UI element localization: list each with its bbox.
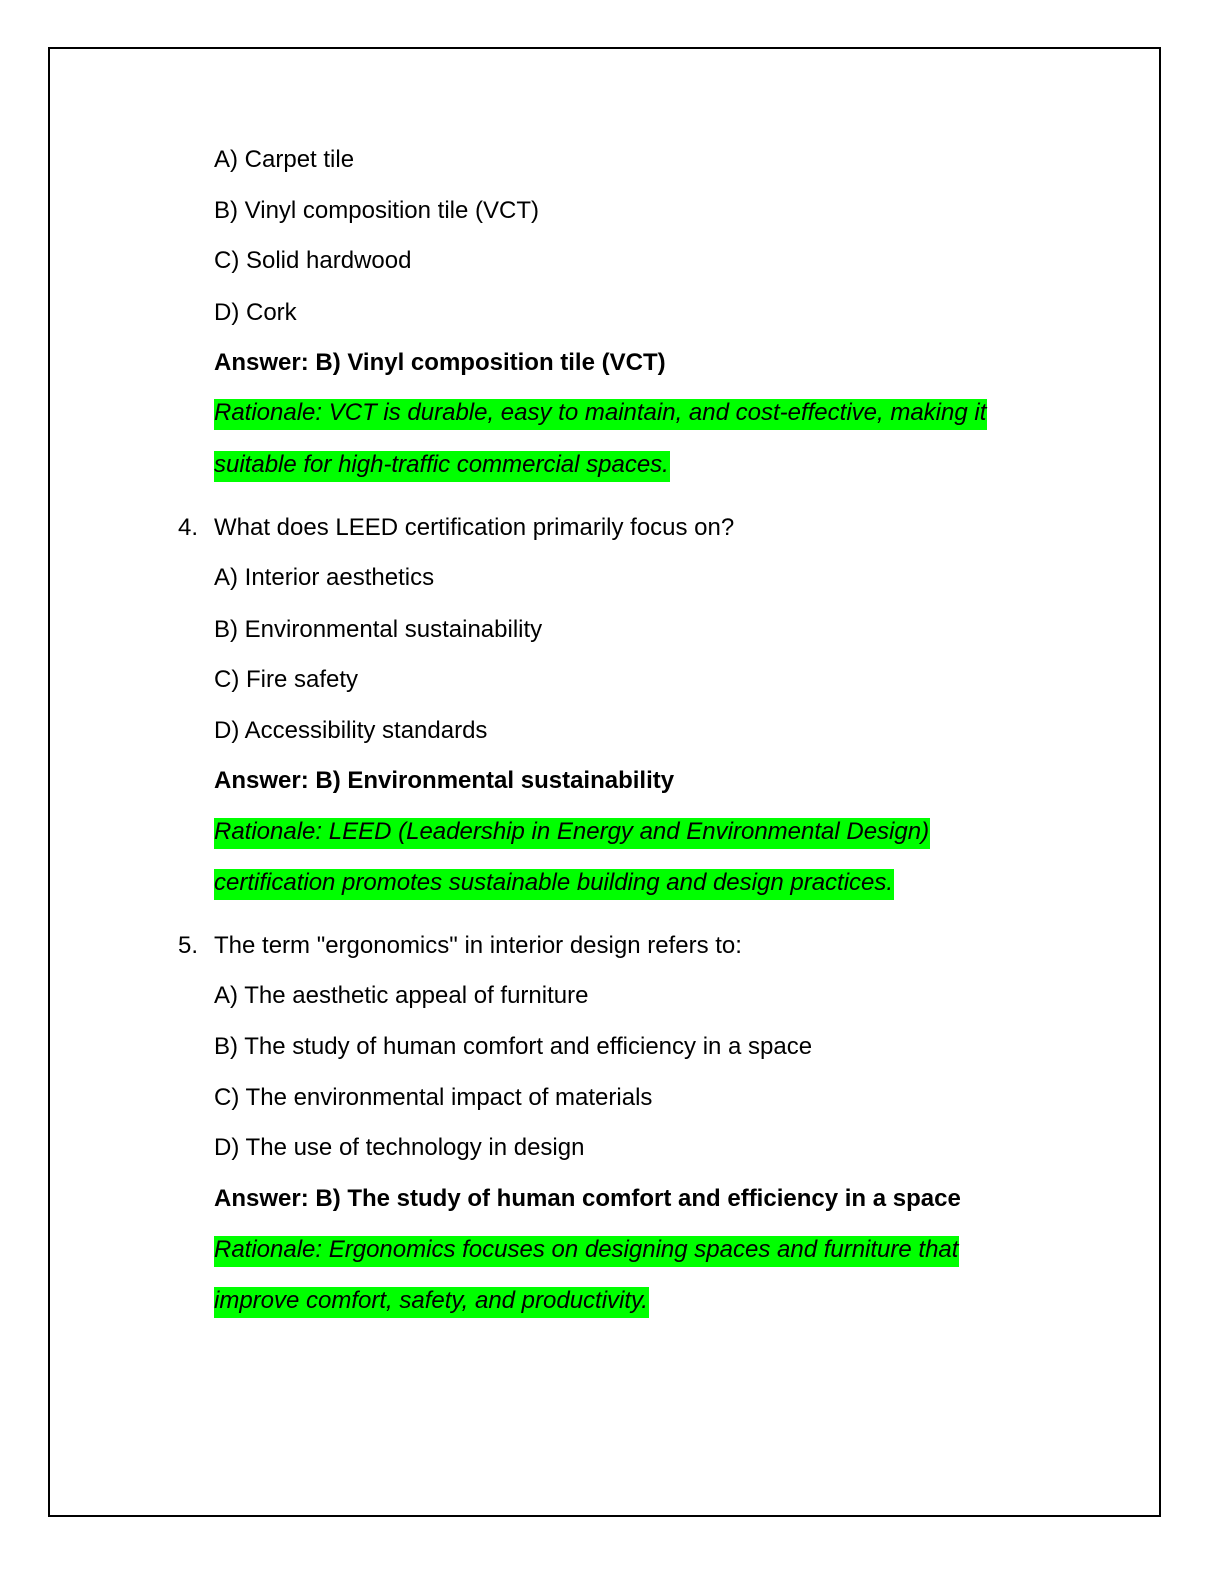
q3-rationale-text-1: Rationale: VCT is durable, easy to maintain, and cost-effective, making it (214, 399, 987, 430)
q4-rationale-text-1: Rationale: LEED (Leadership in Energy and Environmental Design) (214, 818, 930, 849)
q5-rationale-line-1 (214, 1234, 959, 1266)
q3-rationale-line-2 (214, 449, 670, 481)
q4-question: What does LEED certification primarily focus on? (214, 514, 735, 541)
q4-number: 4. (178, 514, 199, 541)
q4-rationale-text-2: certification promotes sustainable building and design practices. (214, 869, 894, 900)
q4-option-c: C) Fire safety (214, 666, 359, 693)
q5-answer: Answer: B) The study of human comfort and efficiency in a space (214, 1185, 961, 1212)
q5-option-a: A) The aesthetic appeal of furniture (214, 982, 589, 1009)
q5-option-c: C) The environmental impact of materials (214, 1084, 653, 1111)
q5-rationale-text-1: Rationale: Ergonomics focuses on designing spaces and furniture that (214, 1236, 959, 1267)
q3-option-b: B) Vinyl composition tile (VCT) (214, 197, 539, 224)
q5-number: 5. (178, 932, 199, 959)
q5-option-d: D) The use of technology in design (214, 1134, 585, 1161)
q4-option-b: B) Environmental sustainability (214, 616, 543, 643)
q4-rationale-line-2 (214, 867, 894, 899)
q3-option-a: A) Carpet tile (214, 146, 355, 173)
q5-rationale-line-2 (214, 1285, 649, 1317)
q3-rationale-text-2: suitable for high-traffic commercial spaces. (214, 451, 670, 482)
q5-question: The term "ergonomics" in interior design refers to: (214, 932, 742, 959)
q3-answer: Answer: B) Vinyl composition tile (VCT) (214, 349, 666, 376)
q4-option-d: D) Accessibility standards (214, 717, 488, 744)
q4-rationale-line-1 (214, 816, 930, 848)
q5-option-b: B) The study of human comfort and efficiency in a space (214, 1033, 813, 1060)
q3-rationale-line-1 (214, 397, 987, 429)
q4-option-a: A) Interior aesthetics (214, 564, 435, 591)
q3-option-d: D) Cork (214, 299, 297, 326)
q5-rationale-text-2: improve comfort, safety, and productivity. (214, 1287, 649, 1318)
q3-option-c: C) Solid hardwood (214, 247, 412, 274)
q4-answer: Answer: B) Environmental sustainability (214, 767, 675, 794)
